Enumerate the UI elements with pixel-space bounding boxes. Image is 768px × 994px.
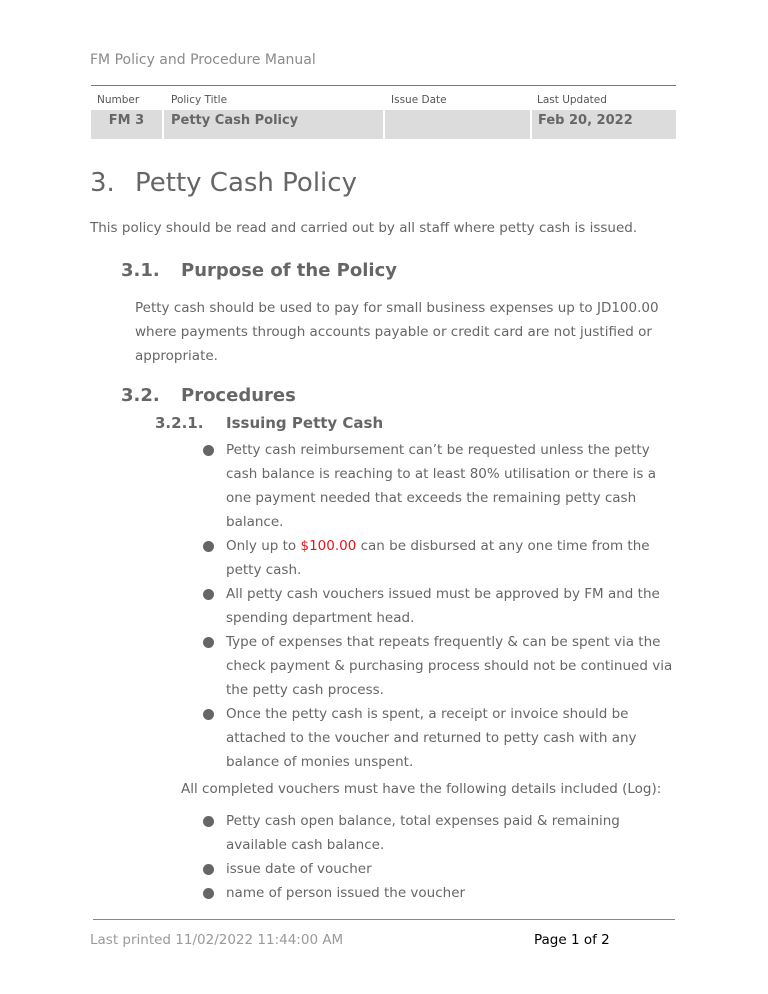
last-printed: Last printed 11/02/2022 11:44:00 AM [90, 932, 344, 948]
col-last-updated-header: Last Updated [537, 94, 607, 106]
policy-title: Petty Cash Policy [164, 110, 385, 139]
bullet-text: Petty cash open balance, total expenses paid & remaining available cash balance. [226, 813, 620, 853]
issuing-title: Issuing Petty Cash [226, 414, 384, 432]
issuing-bullet-list [203, 438, 683, 774]
procedures-heading [121, 385, 296, 406]
bullet-icon [203, 864, 214, 875]
list-item [203, 438, 683, 534]
list-item [203, 702, 683, 774]
bullet-text-after: can be disbursed at any one time from the petty cash. [226, 538, 650, 578]
list-item [203, 881, 683, 905]
policy-number: FM 3 [91, 110, 164, 139]
purpose-heading [121, 260, 397, 281]
section-number: 3. [90, 168, 115, 198]
purpose-text: Petty cash should be used to pay for small business expenses up to JD100.00 where payments through accounts payable or credit card are not justified or appropriate. [135, 300, 659, 364]
log-bullet-list [203, 809, 683, 905]
section-title: Petty Cash Policy [135, 168, 357, 198]
last-updated: Feb 20, 2022 [532, 110, 676, 139]
list-item [203, 630, 683, 702]
meta-table-row [91, 110, 676, 139]
bullet-icon [203, 541, 214, 552]
bullet-text: All petty cash vouchers issued must be approved by FM and the spending department head. [226, 586, 660, 626]
issue-date [385, 110, 532, 139]
bullet-text: Petty cash reimbursement can’t be requested unless the petty cash balance is reaching to at least 80% utilisation or there is a one payment needed that exceeds the remaining petty cash balance. [226, 442, 657, 530]
bullet-text: issue date of voucher [226, 861, 372, 877]
list-item [203, 534, 683, 582]
procedures-title: Procedures [181, 385, 296, 406]
col-issue-date-header: Issue Date [391, 94, 447, 106]
procedures-number: 3.2. [121, 385, 160, 406]
bullet-text: Type of expenses that repeats frequently & can be spent via the check payment & purchasing process should not be continued via the petty cash process. [226, 634, 673, 698]
col-policy-title-header: Policy Title [171, 94, 228, 106]
col-number-header: Number [97, 94, 140, 106]
bullet-icon [203, 637, 214, 648]
bullet-icon [203, 816, 214, 827]
page-number: Page 1 of 2 [534, 932, 610, 948]
meta-table-header [91, 86, 676, 110]
purpose-number: 3.1. [121, 260, 160, 281]
issuing-heading [155, 414, 383, 432]
footer-divider [93, 919, 675, 920]
bullet-icon [203, 709, 214, 720]
list-item [203, 582, 683, 630]
list-item [203, 857, 683, 881]
bullet-icon [203, 888, 214, 899]
list-item [203, 809, 683, 857]
bullet-text: Once the petty cash is spent, a receipt or invoice should be attached to the voucher and returned to petty cash with any balance of monies unspent. [226, 706, 637, 770]
manual-title: FM Policy and Procedure Manual [90, 52, 316, 68]
section-intro: This policy should be read and carried out by all staff where petty cash is issued. [90, 220, 638, 236]
bullet-text [226, 538, 650, 578]
log-intro: All completed vouchers must have the following details included (Log): [181, 781, 662, 797]
purpose-title: Purpose of the Policy [181, 260, 397, 281]
policy-meta-table [91, 85, 676, 139]
highlighted-amount: $100.00 [300, 538, 357, 554]
bullet-icon [203, 589, 214, 600]
issuing-number: 3.2.1. [155, 414, 204, 432]
bullet-icon [203, 445, 214, 456]
bullet-text: name of person issued the voucher [226, 885, 466, 901]
bullet-text-before: Only up to [226, 538, 301, 554]
section-heading [90, 168, 357, 198]
